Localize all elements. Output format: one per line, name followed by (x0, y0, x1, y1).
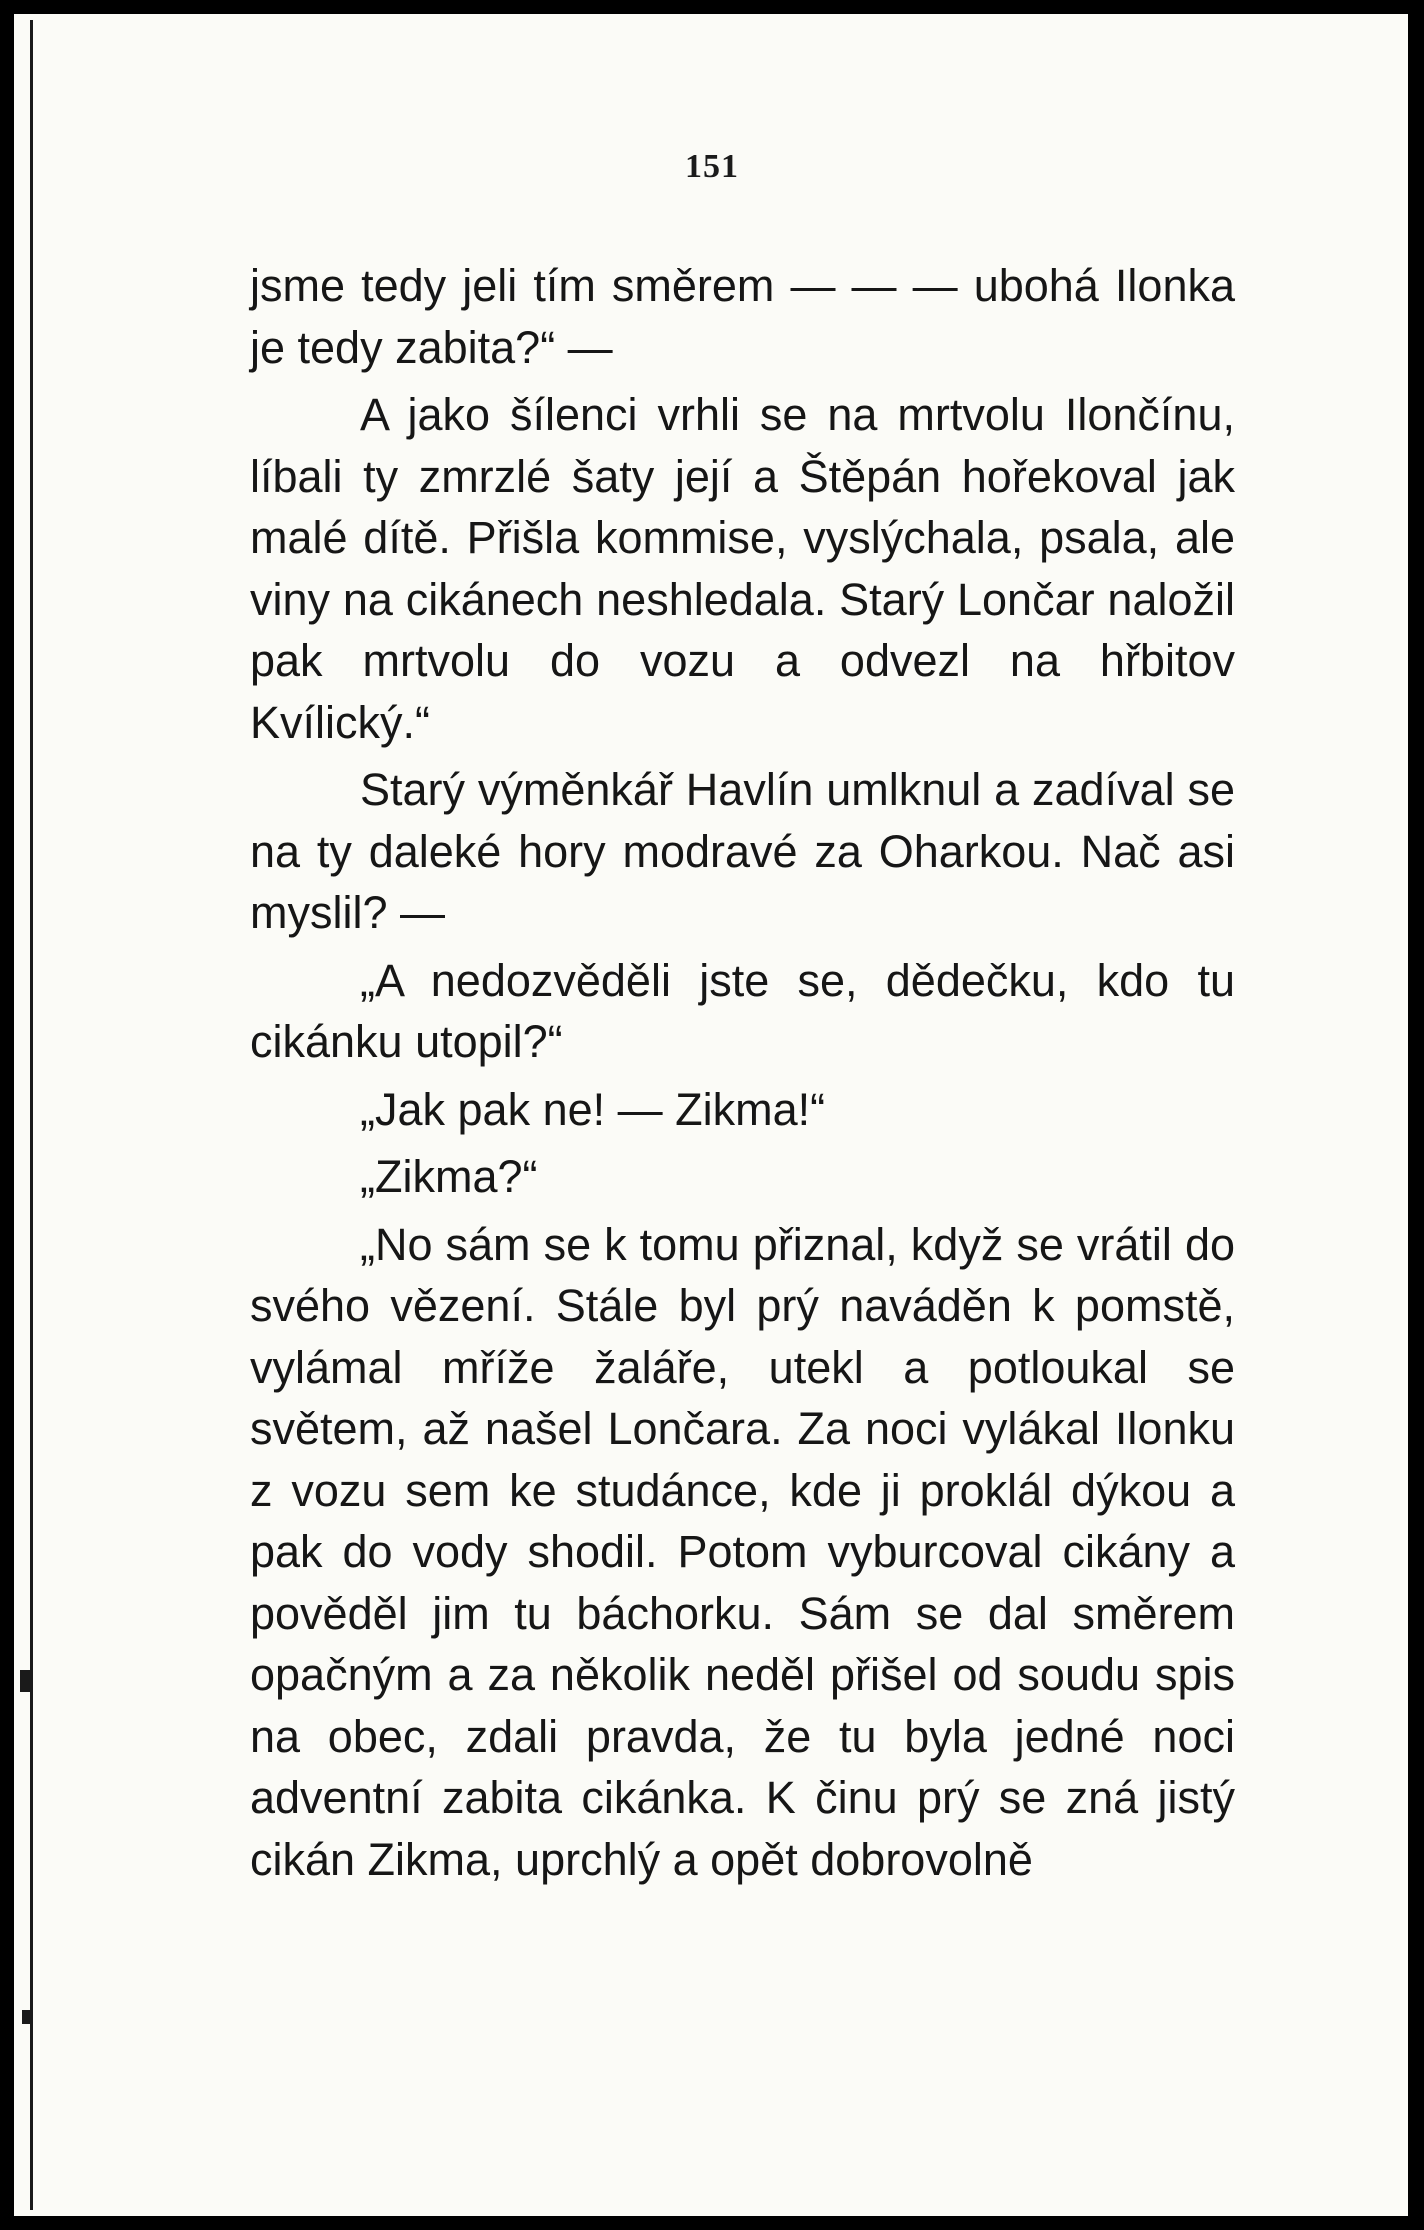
page-gutter-line (30, 20, 33, 2210)
paragraph: A jako šílenci vrhli se na mrtvolu Ilončínu, líbali ty zmrzlé šaty její a Štěpán hořekoval jak malé dítě. Přišla kommise, vyslýchala, psala, ale viny na cikánech neshledala. Starý Lončar naložil pak mrtvolu do vozu a odvezl na hřbitov Kvílický.“ (250, 389, 1235, 748)
gutter-mark (20, 1670, 30, 1692)
paragraph: „A nedozvěděli jste se, dědečku, kdo tu cikánku utopil?“ (250, 954, 1235, 1067)
page-number: 151 (685, 148, 739, 185)
paragraph: Starý výměnkář Havlín umlknul a zadíval se na ty daleké hory modravé za Oharkou. Nač asi myslil? — (250, 764, 1235, 938)
paragraph: jsme tedy jeli tím směrem — — — ubohá Ilonka je tedy zabita?“ — (250, 260, 1235, 373)
gutter-mark (22, 2010, 32, 2024)
paragraph: „Jak pak ne! — Zikma!“ (360, 1083, 826, 1135)
paragraph: „Zikma?“ (360, 1151, 538, 1202)
paragraph: „No sám se k tomu přiznal, když se vrátil do svého vězení. Stále byl prý naváděn k pomstě, vylámal mříže žaláře, utekl a potloukal se světem, až našel Lončara. Za noci vylákal Ilonku z vozu sem ke studánce, kde ji proklál dýkou a pak do vody shodil. Potom vyburcoval cikány a pověděl jim tu báchorku. Sám se dal směrem opačným a za několik neděl přišel od soudu spis na obec, zdali pravda, že tu byla jedné noci adventní zabita cikánka. K činu prý se zná jistý cikán Zikma, uprchlý a opět dobrovolně (250, 1218, 1235, 1885)
body-text (250, 255, 1235, 1896)
